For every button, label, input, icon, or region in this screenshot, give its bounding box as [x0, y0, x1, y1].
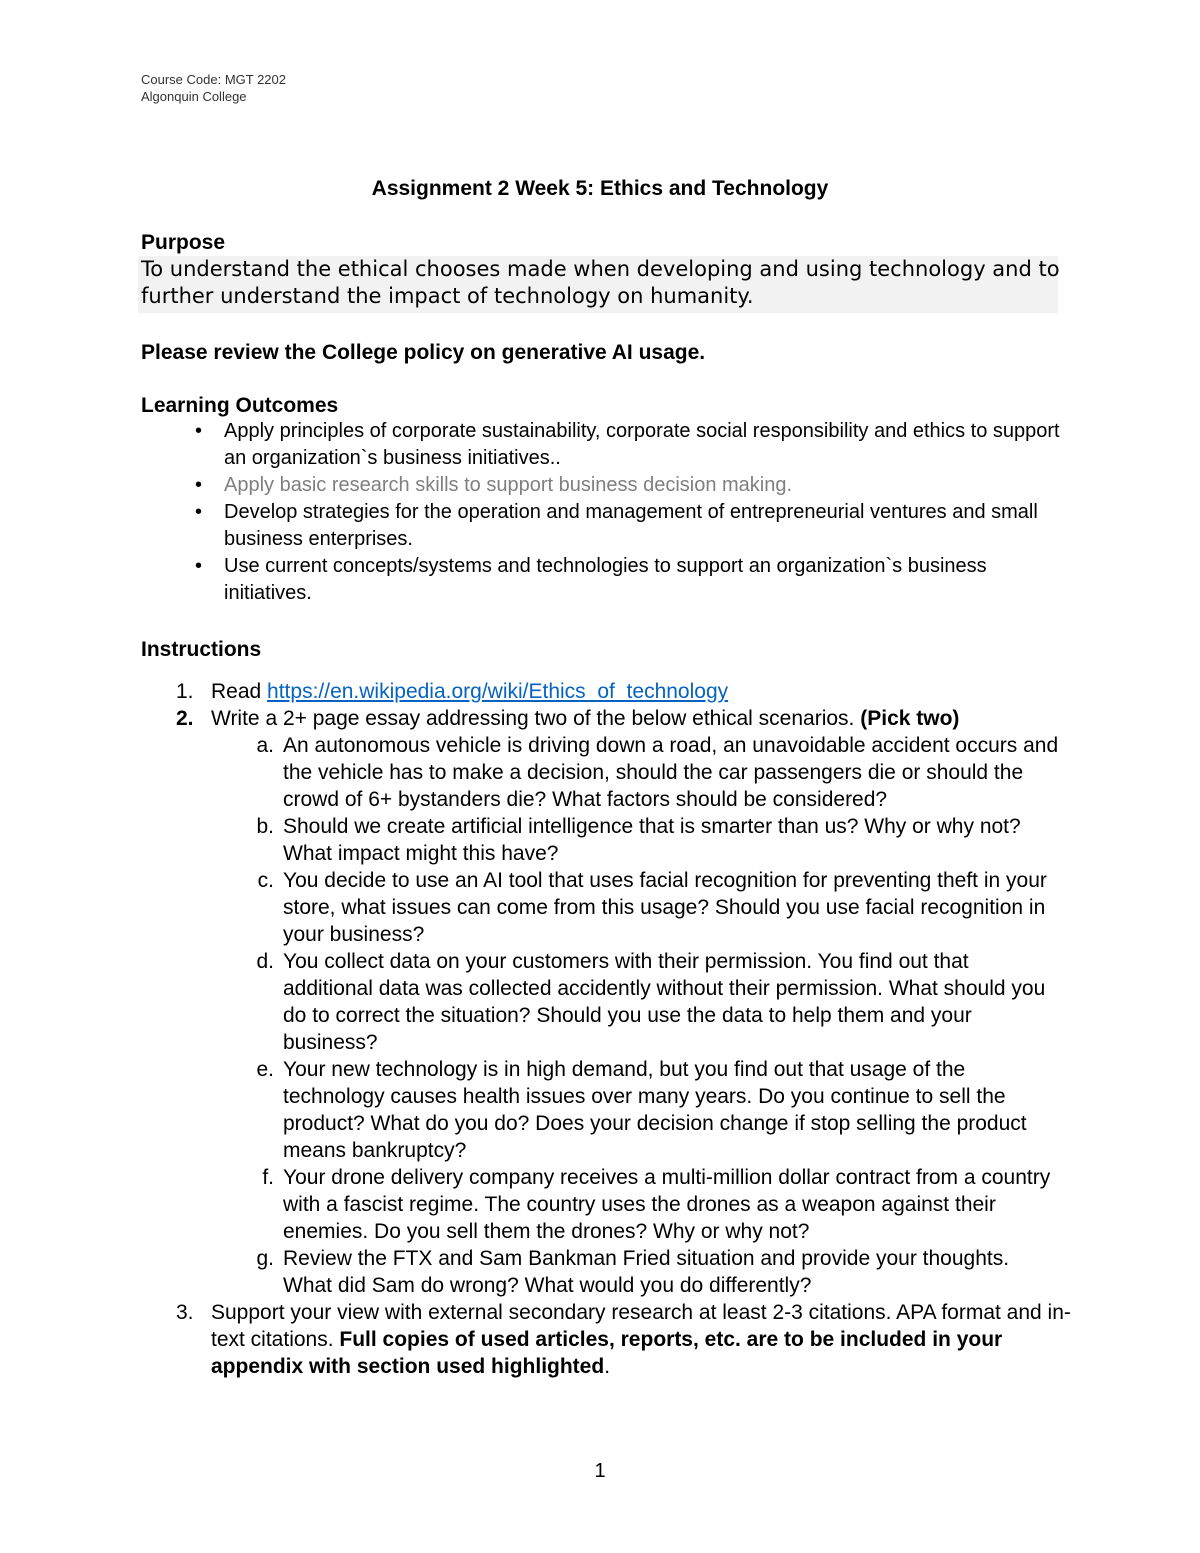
step-suffix: .	[604, 1355, 611, 1378]
instructions-list	[173, 678, 1073, 1380]
scenario-item	[211, 813, 1063, 867]
list-item	[195, 553, 1065, 607]
learning-outcomes-heading: Learning Outcomes	[141, 394, 339, 417]
purpose-heading: Purpose	[141, 231, 226, 254]
scenario-text: Your drone delivery company receives a multi-million dollar contract from a country with a fascist regime. The country uses the drones as a weapon against their enemies. Do you sell them the drones? Why or why not?	[283, 1166, 1051, 1243]
step-number: 2.	[176, 707, 194, 730]
assignment-title: Assignment 2 Week 5: Ethics and Technology	[371, 177, 829, 200]
step-text: Write a 2+ page essay addressing two of the below ethical scenarios.	[211, 707, 861, 730]
scenario-item	[211, 1245, 1063, 1299]
scenario-text: Review the FTX and Sam Bankman Fried situation and provide your thoughts. What did Sam do wrong? What would you do differently?	[283, 1247, 1010, 1297]
step-text: Support your view with external secondary research at least 2-3 citations. APA format and in-text citations.	[211, 1301, 1071, 1351]
ai-policy-note: Please review the College policy on generative AI usage.	[141, 341, 706, 364]
purpose-text: To understand the ethical chooses made when developing and using technology and to further understand the impact of technology on humanity.	[141, 257, 1060, 308]
instruction-step-2	[173, 705, 1073, 1299]
outcome-text: Apply basic research skills to support business decision making.	[224, 474, 793, 496]
bullet-icon: •	[195, 555, 203, 577]
document-header	[141, 71, 286, 105]
list-item	[195, 418, 1065, 472]
instruction-step-3	[173, 1299, 1073, 1380]
outcome-text: Use current concepts/systems and technologies to support an organization`s business initiatives.	[224, 555, 987, 604]
scenario-text: Should we create artificial intelligence that is smarter than us? Why or why not? What impact might this have?	[283, 815, 1021, 865]
bullet-icon: •	[195, 474, 203, 496]
scenario-item	[211, 732, 1063, 813]
scenario-text: An autonomous vehicle is driving down a road, an unavoidable accident occurs and the vehicle has to make a decision, should the car passengers die or should the crowd of 6+ bystanders die? What factors should be considered?	[283, 734, 1059, 811]
bullet-icon: •	[195, 501, 203, 523]
scenario-letter: g.	[256, 1247, 274, 1270]
appendix-requirement: Full copies of used articles, reports, etc. are to be included in your appendix with section used highlighted	[211, 1328, 1003, 1378]
page-number: 1	[594, 1460, 606, 1482]
instruction-step-1	[173, 678, 1073, 705]
college-name: Algonquin College	[141, 89, 247, 104]
list-item	[195, 472, 1065, 499]
bullet-icon: •	[195, 420, 203, 442]
scenario-text: You collect data on your customers with their permission. You find out that additional data was collected accidently without their permission. What should you do to correct the situation? Should you use the data to help them and your business?	[283, 950, 1046, 1054]
scenario-letter: a.	[256, 734, 274, 757]
ethics-of-technology-link[interactable]: https://en.wikipedia.org/wiki/Ethics_of_technology	[267, 680, 729, 703]
scenario-letter: f.	[262, 1166, 274, 1189]
scenario-item	[211, 1164, 1063, 1245]
pick-two-emphasis: (Pick two)	[860, 707, 960, 730]
step-number: 1.	[176, 680, 194, 703]
scenario-item	[211, 1056, 1063, 1164]
scenario-item	[211, 948, 1063, 1056]
learning-outcomes-list	[195, 418, 1065, 607]
scenario-item	[211, 867, 1063, 948]
list-item	[195, 499, 1065, 553]
step-prefix: Read	[211, 680, 268, 703]
step-number: 3.	[176, 1301, 194, 1324]
scenario-letter: b.	[256, 815, 274, 838]
scenario-letter: e.	[256, 1058, 274, 1081]
scenario-letter: d.	[256, 950, 274, 973]
instructions-heading: Instructions	[141, 638, 262, 661]
outcome-text: Develop strategies for the operation and management of entrepreneurial ventures and small business enterprises.	[224, 501, 1038, 550]
course-code: Course Code: MGT 2202	[141, 72, 286, 87]
outcome-text: Apply principles of corporate sustainability, corporate social responsibility and ethics to support an organization`s business initiatives..	[224, 420, 1060, 469]
scenario-text: Your new technology is in high demand, but you find out that usage of the technology causes health issues over many years. Do you continue to sell the product? What do you do? Does your decision change if stop selling the product means bankruptcy?	[283, 1058, 1027, 1162]
scenario-letter: c.	[257, 869, 274, 892]
scenario-text: You decide to use an AI tool that uses facial recognition for preventing theft in your store, what issues can come from this usage? Should you use facial recognition in your business?	[283, 869, 1047, 946]
scenario-list	[211, 732, 1073, 1299]
